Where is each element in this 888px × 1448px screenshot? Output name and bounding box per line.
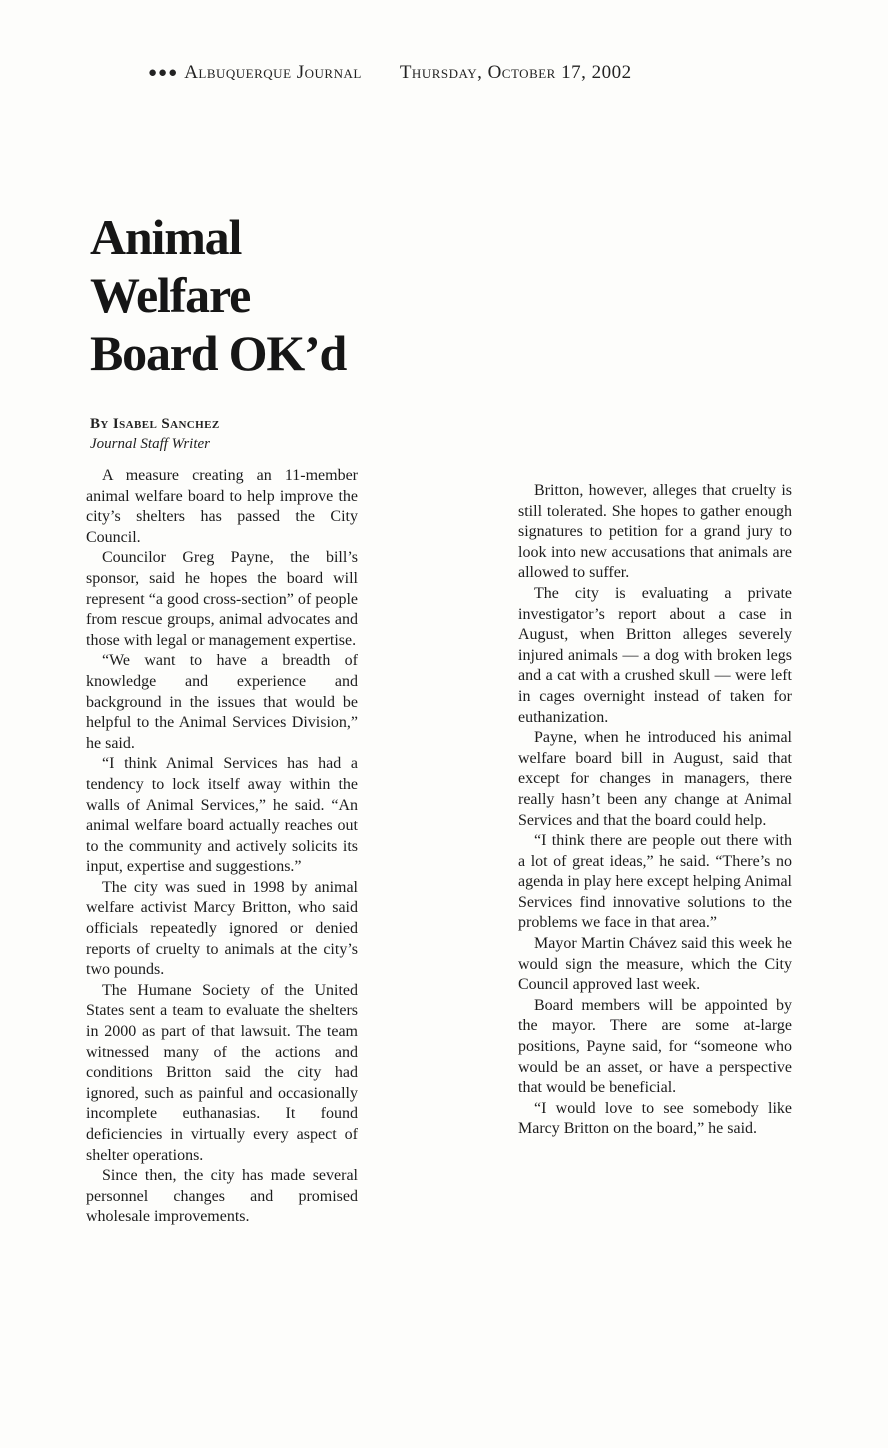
- byline-role: Journal Staff Writer: [90, 436, 210, 452]
- paragraph: Board members will be appointed by the mayor. There are some at-large positions, Payne said, for “someone who would be an asset, or have a perspective that would be beneficial.: [518, 996, 792, 1097]
- byline: [90, 414, 220, 454]
- headline-line-3: Board OK’d: [90, 325, 347, 381]
- paragraph: Britton, however, alleges that cruelty is still tolerated. She hopes to gather enough signatures to petition for a grand jury to look into new accusations that animals are allowed to suffer.: [518, 482, 792, 582]
- paragraph: Payne, when he introduced his animal welfare board bill in August, said that except for changes in managers, there really hasn’t been any change at Animal Services and that the board could help.: [518, 729, 792, 829]
- paragraph: The city is evaluating a private investigator’s report about a case in August, when Britton alleges severely injured animals — a dog with broken legs and a cat with a crushed skull — were left in cages overnight instead of taken for euthanization.: [518, 584, 792, 726]
- paragraph: “I think there are people out there with a lot of great ideas,” he said. “There’s no agenda in play here except helping Animal Services find innovative solutions to the problems we face in that area.”: [518, 832, 792, 932]
- publication-date: Thursday, October 17, 2002: [399, 62, 632, 83]
- masthead: [148, 62, 632, 84]
- byline-author: By Isabel Sanchez: [90, 416, 220, 432]
- paragraph: “I think Animal Services has had a tendency to lock itself away within the walls of Animal Services,” he said. “An animal welfare board actually reaches out to the community and actively solicits its input, expertise and suggestions.”: [86, 755, 358, 876]
- article-column-right: [518, 481, 792, 1140]
- headline: [90, 208, 410, 382]
- paragraph: The Humane Society of the United States sent a team to evaluate the shelters in 2000 as part of that lawsuit. The team witnessed many of the actions and conditions Britton said the city had ignored, such as painful and occasionally incomplete euthanasias. It found deficiencies in virtually every aspect of shelter operations.: [86, 981, 358, 1164]
- newspaper-name: Albuquerque Journal: [184, 62, 362, 83]
- paragraph: The city was sued in 1998 by animal welfare activist Marcy Britton, who said officials repeatedly ignored or denied reports of cruelty to animals at the city’s two pounds.: [86, 878, 358, 979]
- paragraph: “We want to have a breadth of knowledge and experience and background in the issues that would be helpful to the Animal Services Division,” he said.: [86, 652, 358, 752]
- paragraph: “I would love to see somebody like Marcy Britton on the board,” he said.: [518, 1099, 792, 1138]
- headline-line-1: Animal: [90, 209, 242, 265]
- paragraph: A measure creating an 11-member animal welfare board to help improve the city’s shelters has passed the City Council.: [86, 467, 358, 546]
- article-column-left: [86, 466, 358, 1228]
- headline-line-2: Welfare: [90, 267, 251, 323]
- paragraph: Councilor Greg Payne, the bill’s sponsor, said he hopes the board will represent “a good cross-section” of people from rescue groups, animal advocates and those with legal or management expertise.: [86, 549, 358, 649]
- paragraph: Mayor Martin Chávez said this week he would sign the measure, which the City Council approved last week.: [518, 935, 792, 994]
- paragraph: Since then, the city has made several personnel changes and promised wholesale improvements.: [86, 1167, 358, 1226]
- bullet-dots-icon: ●●●: [148, 65, 179, 81]
